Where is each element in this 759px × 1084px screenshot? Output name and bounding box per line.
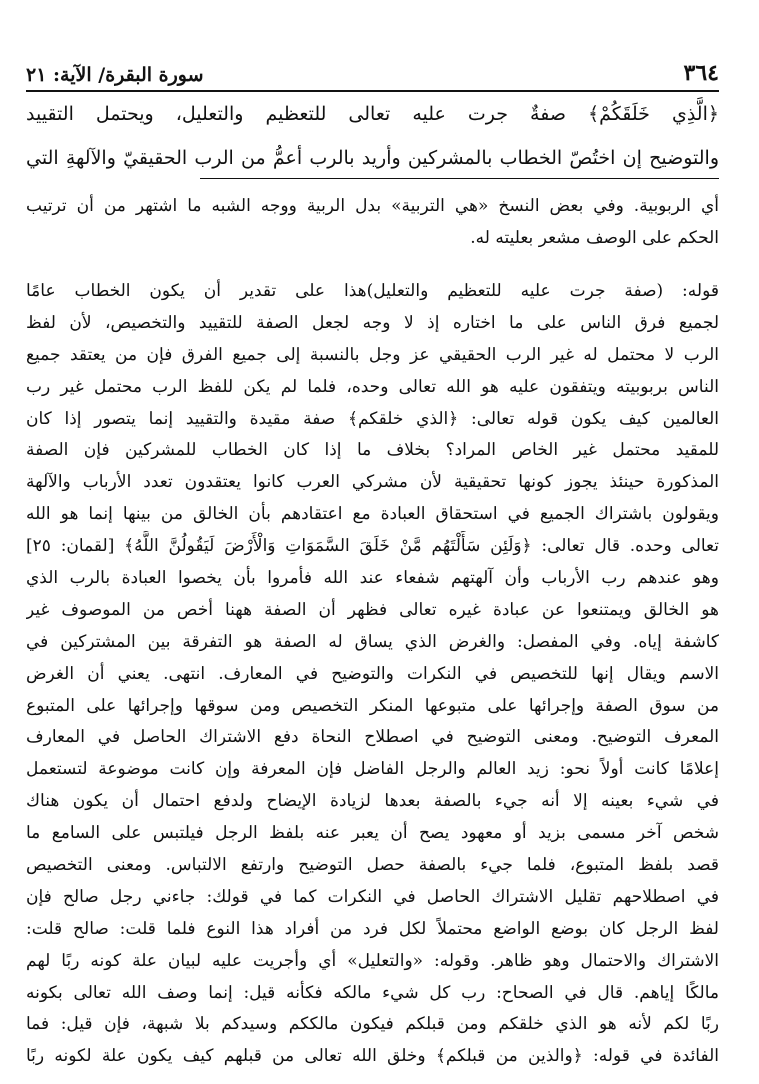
text-line: شخص آخر مسمى بزيد أو معهود يصح أن يعبر عنه بلفظ الرجل فيلتبس على السامع ما xyxy=(26,823,719,844)
text-line: الفائدة في قوله: ﴿والذين من قبلكم﴾ وخلق الله تعالى من قبلهم كيف يكون علة لكونه ربًا xyxy=(26,1046,719,1067)
text-line: للمقيد محتمل غير الخاص المراد؟ بخلاف ما إذا كان الخطاب للمشركين فإن الصفة xyxy=(26,440,719,461)
text-line: العالمين كيف يكون قوله تعالى: ﴿الذي خلقكم﴾ صفة مقيدة والتقييد إنما يتصور إذا كان xyxy=(26,408,719,429)
page-number: ٣٦٤ xyxy=(683,60,719,86)
text-line: هو الخالق ويمتنعوا عن عبادة غيره تعالى فظهر أن الصفة ههنا أخص من الموصوف غير xyxy=(26,599,719,620)
text-line: لجميع فرق الناس على ما اختاره إذ لا وجه لجعل الصفة للتقييد والتخصيص، لأن لفظ xyxy=(26,312,719,333)
text-line: المذكورة حينئذ يجوز كونها تحقيقية لأن مشركي العرب كانوا يعتقدون تعدد الأرباب والآلهة xyxy=(26,472,719,493)
text-line: ويقولون باشتراك الجميع في استحقاق العبادة مع اعتقادهم بأن الخالق من بينها إنما هو الله xyxy=(26,504,719,525)
text-line: في شيء بعينه إلا أنه جيء بالصفة بعدها لزيادة الإيضاح ولدفع احتمال أن يكون هناك xyxy=(26,791,719,812)
text-line: الاسم ويقال إنها للتخصيص في النكرات والتوضيح في المعارف. انتهى. يعني أن الغرض xyxy=(26,663,719,684)
footnote-line: أي الربوبية. وفي بعض النسخ «هي التربية» بدل الربية ووجه الشبه ما اشتهر من أن ترتيب xyxy=(26,196,719,216)
quran-commentary-block xyxy=(26,92,719,180)
text-line: لفظ الرجل كان بوضع الواضع محتملاً لكل فرد من أفراد هذا النوع فلما قلت: صالح قلت: xyxy=(26,918,719,939)
footnote-divider xyxy=(200,178,719,179)
text-line: مالكًا إياهم. قال في الصحاح: رب كل شيء مالكه فكأنه قيل: إنما وصف الله تعالى بكونه xyxy=(26,982,719,1003)
page-header xyxy=(26,52,719,92)
text-line: قصد بلفظ المتبوع، فلما جيء بالصفة حصل التوضيح وارتفع الالتباس. ومعنى التخصيص xyxy=(26,855,719,876)
text-line: تعالى وحده. قال تعالى: ﴿وَلَئِن سَأَلْتَهُم مَّنْ خَلَقَ السَّمَوَاتِ وَالْأَرْضَ لَيَقُولُنَّ اللَّهُ﴾ [لقمان: ٢٥] xyxy=(26,536,719,557)
footnote-line: الحكم على الوصف مشعر بعليته له. xyxy=(470,228,719,248)
text-line: ربًا لكم لأنه هو الذي خلقكم ومن قبلكم فيكون مالككم وسيدكم بلا شبهة، فإن قيل: فما xyxy=(26,1014,719,1035)
text-line: كاشفة إياه. وفي المفصل: والغرض الذي يساق له الصفة هو التفرقة بين المشتركين في xyxy=(26,631,719,652)
text-line: في اصطلاحهم تقليل الاشتراك الحاصل في النكرات كما في قولك: جاءني رجل صالح فإن xyxy=(26,886,719,907)
text-line: الاشتراك والاحتمال وهو ظاهر. وقوله: «والتعليل» أي وأجريت عليه لبيان علة كونه ربًا لهم xyxy=(26,950,719,971)
text-line: الناس بربوبيته ويتفقون عليه هو الله تعالى وحده، فلما لم يكن للفظ الرب محتمل غير رب xyxy=(26,376,719,397)
quran-line: والتوضيح إن اختُصّ الخطاب بالمشركين وأريد بالرب أعمُّ من الرب الحقيقيّ والآلهةِ التي xyxy=(26,147,719,169)
text-line: المعرف التوضيح. ومعنى التوضيح في اصطلاح النحاة دفع الاشتراك الحاصل في المعارف xyxy=(26,727,719,748)
text-line: من سوق الصفة وإجرائها على متبوعها المنكر التخصيص ومن سوقها وإجرائها على المتبوع xyxy=(26,695,719,716)
text-line: وهو عندهم رب الأرباب وأن آلهتهم شفعاء عند الله فأمروا بأن يخصوا العبادة بالرب الذي xyxy=(26,568,719,589)
quran-line: ﴿الَّذِي خَلَقَكُمْ﴾ صفةٌ جرت عليه تعالى للتعظيم والتعليل، ويحتمل التقييد xyxy=(26,103,719,125)
text-line: الرب لا محتمل له غير الرب الحقيقي عز وجل بالنسبة إلى جميع الفرق فإن من يعتقد جميع xyxy=(26,344,719,365)
text-line: قوله: (صفة جرت عليه للتعظيم والتعليل)هذا على تقدير أن يكون الخطاب عامًا xyxy=(26,281,719,301)
text-line: إعلامًا كانت أولاً نحو: زيد العالم والرجل الفاضل فإن المعرفة وإن كانت موضوعة لتستعمل xyxy=(26,759,719,780)
main-commentary xyxy=(26,276,719,1073)
surah-reference: سورة البقرة/ الآية: ٢١ xyxy=(26,64,204,86)
footnote-block xyxy=(26,190,719,254)
